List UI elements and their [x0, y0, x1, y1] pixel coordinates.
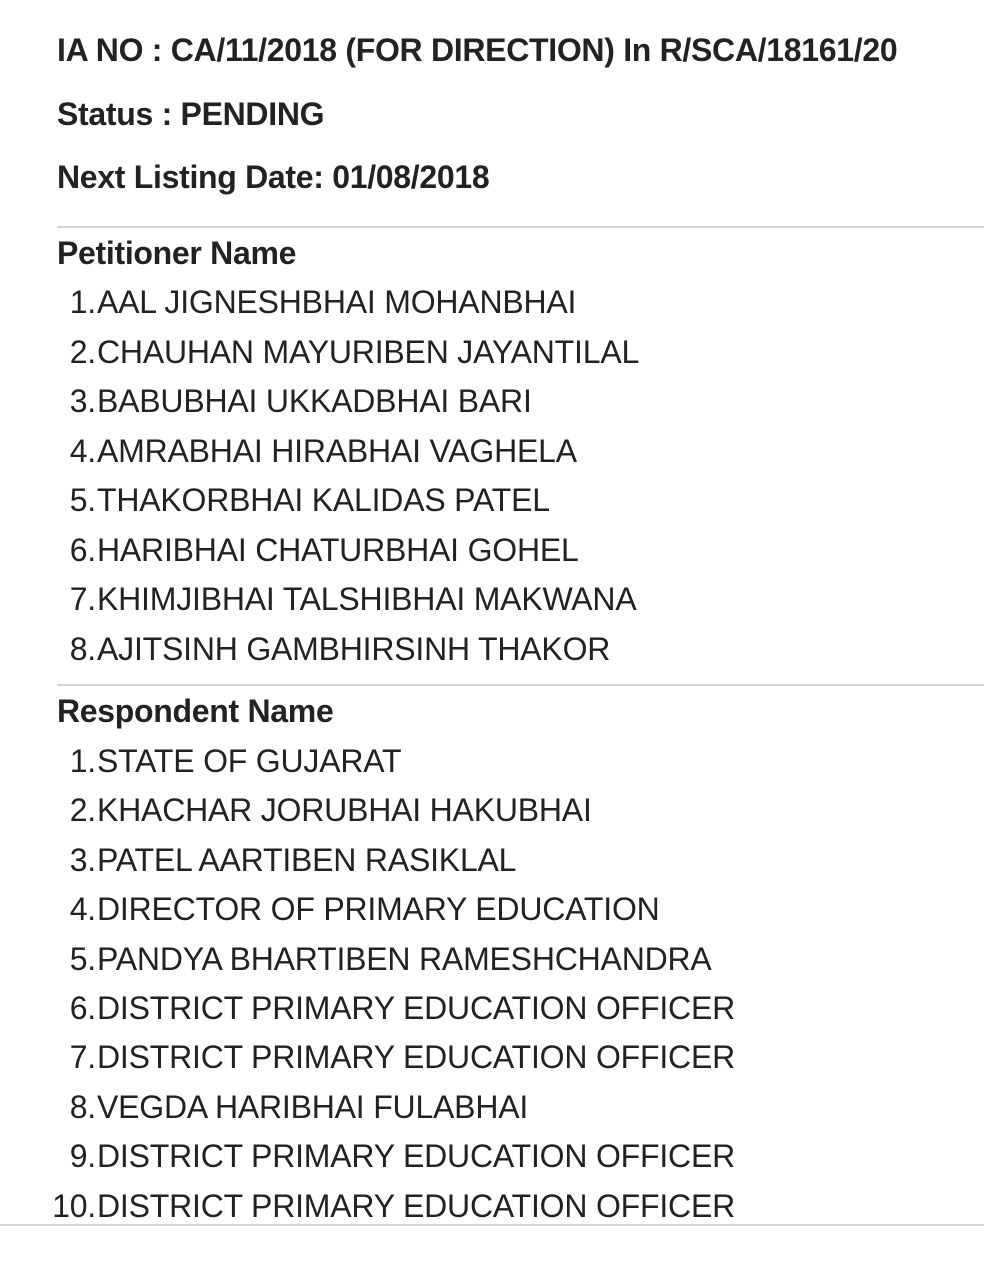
respondent-name: DISTRICT PRIMARY EDUCATION OFFICER: [97, 1188, 735, 1224]
respondent-item: [0, 842, 984, 891]
petitioner-item: [0, 284, 984, 333]
respondent-name: PANDYA BHARTIBEN RAMESHCHANDRA: [97, 941, 712, 977]
respondent-number: 10.: [52, 1188, 96, 1224]
respondent-number: 2.: [69, 792, 96, 828]
respondent-section-title: Respondent Name: [57, 693, 334, 729]
respondent-name: PATEL AARTIBEN RASIKLAL: [97, 842, 517, 878]
petitioner-name: AJITSINH GAMBHIRSINH THAKOR: [97, 631, 611, 667]
respondent-name: DISTRICT PRIMARY EDUCATION OFFICER: [97, 990, 735, 1026]
respondent-item: [0, 743, 984, 792]
respondent-number: 1.: [69, 743, 96, 779]
petitioner-item: [0, 334, 984, 383]
case-status: Status : PENDING: [57, 96, 325, 132]
petitioner-number: 4.: [69, 433, 96, 469]
respondent-number: 6.: [69, 990, 96, 1026]
respondent-number: 9.: [69, 1138, 96, 1174]
respondent-item: [0, 1039, 984, 1088]
respondent-number: 3.: [69, 842, 96, 878]
respondent-name: DIRECTOR OF PRIMARY EDUCATION: [97, 891, 660, 927]
respondent-name: DISTRICT PRIMARY EDUCATION OFFICER: [97, 1138, 735, 1174]
petitioner-item: [0, 581, 984, 630]
respondent-number: 7.: [69, 1039, 96, 1075]
petitioner-section-title: Petitioner Name: [57, 235, 297, 271]
petitioner-name: THAKORBHAI KALIDAS PATEL: [97, 482, 550, 518]
petitioner-name: KHIMJIBHAI TALSHIBHAI MAKWANA: [97, 581, 637, 617]
petitioner-name: AAL JIGNESHBHAI MOHANBHAI: [97, 284, 577, 320]
ia-number: IA NO : CA/11/2018 (FOR DIRECTION) In R/SCA/18161/20: [57, 32, 898, 68]
respondent-number: 5.: [69, 941, 96, 977]
petitioner-name: AMRABHAI HIRABHAI VAGHELA: [97, 433, 577, 469]
respondent-name: KHACHAR JORUBHAI HAKUBHAI: [97, 792, 592, 828]
petitioner-number: 8.: [69, 631, 96, 667]
petitioner-number: 2.: [69, 334, 96, 370]
petitioner-number: 1.: [69, 284, 96, 320]
respondent-item: [0, 941, 984, 990]
divider-bottom: [0, 1224, 984, 1226]
petitioner-item: [0, 631, 984, 680]
petitioner-item: [0, 383, 984, 432]
respondent-item: [0, 1089, 984, 1138]
respondent-number: 8.: [69, 1089, 96, 1125]
respondent-name: DISTRICT PRIMARY EDUCATION OFFICER: [97, 1039, 735, 1075]
petitioner-number: 5.: [69, 482, 96, 518]
respondent-item: [0, 990, 984, 1039]
petitioner-item: [0, 482, 984, 531]
petitioner-number: 6.: [69, 532, 96, 568]
petitioner-item: [0, 433, 984, 482]
respondent-name: STATE OF GUJARAT: [97, 743, 402, 779]
respondent-name: VEGDA HARIBHAI FULABHAI: [97, 1089, 529, 1125]
petitioner-item: [0, 532, 984, 581]
next-listing-date: Next Listing Date: 01/08/2018: [57, 159, 490, 195]
respondent-number: 4.: [69, 891, 96, 927]
petitioner-name: BABUBHAI UKKADBHAI BARI: [97, 383, 532, 419]
petitioner-name: CHAUHAN MAYURIBEN JAYANTILAL: [97, 334, 640, 370]
respondent-item: [0, 792, 984, 841]
petitioner-name: HARIBHAI CHATURBHAI GOHEL: [97, 532, 579, 568]
divider-petitioners: [57, 684, 984, 686]
petitioner-number: 7.: [69, 581, 96, 617]
petitioner-number: 3.: [69, 383, 96, 419]
respondent-item: [0, 891, 984, 940]
respondent-item: [0, 1188, 984, 1237]
divider-header: [57, 226, 984, 228]
respondent-item: [0, 1138, 984, 1187]
